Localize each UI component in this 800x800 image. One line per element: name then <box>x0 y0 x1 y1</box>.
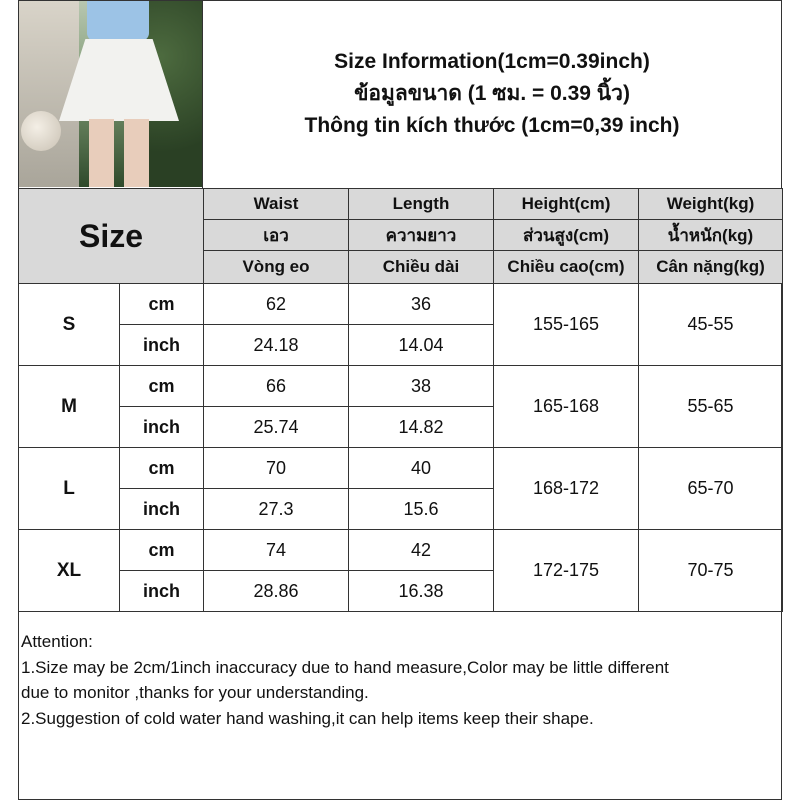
length-value: 40 <box>349 448 494 489</box>
table-row <box>19 366 783 407</box>
title-thai: ข้อมูลขนาด (1 ซม. = 0.39 นิ้ว) <box>354 82 630 105</box>
unit-label: inch <box>120 489 204 530</box>
waist-value: 28.86 <box>204 571 349 612</box>
title-block <box>203 0 781 188</box>
waist-value: 25.74 <box>204 407 349 448</box>
size-label: S <box>19 284 120 366</box>
height-range: 155-165 <box>494 284 639 366</box>
height-range: 165-168 <box>494 366 639 448</box>
table-row <box>19 284 783 325</box>
size-table <box>18 188 783 612</box>
unit-label: cm <box>120 284 204 325</box>
waist-value: 27.3 <box>204 489 349 530</box>
unit-label: cm <box>120 366 204 407</box>
table-row <box>19 448 783 489</box>
unit-label: inch <box>120 407 204 448</box>
weight-range: 55-65 <box>639 366 783 448</box>
product-photo <box>19 1 202 187</box>
weight-range: 65-70 <box>639 448 783 530</box>
col-waist-vi: Vòng eo <box>204 251 349 284</box>
col-waist-th: เอว <box>204 220 349 251</box>
col-weight-th: น้ำหนัก(kg) <box>639 220 783 251</box>
weight-range: 70-75 <box>639 530 783 612</box>
length-value: 16.38 <box>349 571 494 612</box>
unit-label: cm <box>120 448 204 489</box>
col-waist-en: Waist <box>204 189 349 220</box>
waist-value: 62 <box>204 284 349 325</box>
height-range: 168-172 <box>494 448 639 530</box>
size-label: L <box>19 448 120 530</box>
waist-value: 24.18 <box>204 325 349 366</box>
title-english: Size Information(1cm=0.39inch) <box>334 50 650 73</box>
unit-label: cm <box>120 530 204 571</box>
note-line-1b: due to monitor ,thanks for your understanding. <box>21 683 369 702</box>
note-line-2: 2.Suggestion of cold water hand washing,it can help items keep their shape. <box>21 708 594 728</box>
col-length-en: Length <box>349 189 494 220</box>
attention-notes <box>21 629 779 731</box>
length-value: 38 <box>349 366 494 407</box>
unit-label: inch <box>120 571 204 612</box>
unit-label: inch <box>120 325 204 366</box>
notes-heading: Attention: <box>21 632 93 651</box>
size-label: XL <box>19 530 120 612</box>
waist-value: 70 <box>204 448 349 489</box>
length-value: 14.82 <box>349 407 494 448</box>
col-weight-en: Weight(kg) <box>639 189 783 220</box>
length-value: 42 <box>349 530 494 571</box>
note-line-1a: 1.Size may be 2cm/1inch inaccuracy due to hand measure,Color may be little different <box>21 657 669 677</box>
length-value: 36 <box>349 284 494 325</box>
col-height-th: ส่วนสูง(cm) <box>494 220 639 251</box>
table-row <box>19 530 783 571</box>
col-height-vi: Chiều cao(cm) <box>494 251 639 284</box>
waist-value: 66 <box>204 366 349 407</box>
size-header: Size <box>19 189 204 284</box>
size-chart-sheet <box>18 0 782 800</box>
col-weight-vi: Cân nặng(kg) <box>639 251 783 284</box>
size-label: M <box>19 366 120 448</box>
title-vietnamese: Thông tin kích thước (1cm=0,39 inch) <box>304 114 680 137</box>
length-value: 14.04 <box>349 325 494 366</box>
length-value: 15.6 <box>349 489 494 530</box>
col-length-vi: Chiều dài <box>349 251 494 284</box>
col-length-th: ความยาว <box>349 220 494 251</box>
col-height-en: Height(cm) <box>494 189 639 220</box>
weight-range: 45-55 <box>639 284 783 366</box>
height-range: 172-175 <box>494 530 639 612</box>
waist-value: 74 <box>204 530 349 571</box>
